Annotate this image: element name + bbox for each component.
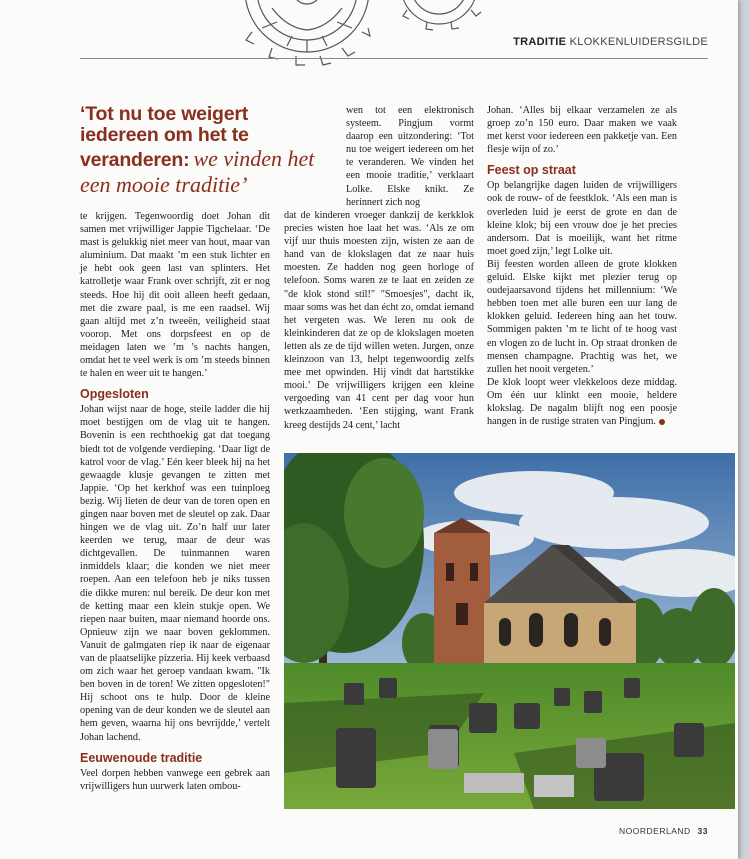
subheading-opgesloten: Opgesloten [80, 387, 149, 402]
paragraph-text: De klok loopt weer vlekkeloos deze middag. Om één uur klinkt een mooie, heldere klokslag. De nagalm blijft nog een poosje hangen in de rustige straten van Pingjum. [487, 376, 677, 428]
column-1 [80, 210, 270, 793]
header-divider [80, 58, 708, 59]
pull-quote-bold: ‘Tot nu toe weigert iedereen om het te veranderen: [80, 103, 249, 171]
pull-quote [80, 104, 325, 198]
paragraph: Johan. ‘Alles bij elkaar verzamelen ze als groep zo’n 150 euro. Daar maken we vaak met kerst voor iedereen een pakketje van. Een flesje wijn of zo.’ [487, 105, 677, 156]
column-2 [284, 209, 474, 432]
church-photo [284, 453, 735, 809]
paragraph: Op belangrijke dagen luiden de vrijwilligers ook de rouw- of de feestklok. ‘Als een man is overleden luid je eerst de grote en dan de kleine klok; bij een vrouw doe je het precies andersom. Dat is moeilijk, want het ritme moet goed zijn,’ legt Lolke uit. [487, 180, 677, 257]
paragraph: dat de kinderen vroeger dankzij de kerkklok precies wisten hoe laat het was. ‘Als ze om vijf uur thuis moesten zijn, wisten ze aan de hand van de klokslagen dat ze naar huis moesten. Ze hadden nog geen horloge of telefoon. Soms waren ze te laat en zeiden ze "de klok stond stil!" "Smoesjes", dacht ik, maar soms was het dan écht zo, omdat iemand het vergeten was. We leren nu ook de kleinkinderen dat ze op de klokslagen moeten letten als ze de tijd willen weten. Jurgen, onze kleinzoon van 13, helpt tegenwoordig zelfs mee met opwinden. Hij vindt dat hartstikke mooi.’ De vrijwilligers krijgen een kleine vergoeding van 41 cent per dag voor hun werkzaamheden. ‘Een stijging, want Frank kreeg destijds 24 cent,’ lacht [284, 210, 474, 431]
paragraph: Johan wijst naar de hoge, steile ladder die hij moet bestijgen om de vlag uit te hangen. Bovenin is een rechthoekig gat dat toegang biedt tot de volgende verdieping. ‘Daar ligt de katrol voor de vlag.’ Eén keer bleek hij na het gewaagde klusje gevangen te zitten met Jappie. ‘Op het kerkhof was een tuinploeg bezig. Wij lieten de deur van de toren open en gingen naar boven met de sleutel op zak. Daar hingen we de vlag uit. Zo’n half uur later keerden we terug, maar de deur was dichtgevallen. De tuinmannen waren inmiddels klaar; die konden we niet meer roepen. Aan een telefoon heb je niks tussen die dikke muren: nul bereik. De deur kon met de ketting maar een klein stukje open. We riepen naar buiten, maar niemand hoorde ons. Opnieuw zijn we naar boven geklommen. Vanuit de galmgaten riep ik naar de eigenaar van de plaatselijke pizzeria. Hij keek verbaasd om zich waar het geroep vandaan kwam. "Ik ben boven in de toren! We zitten opgesloten!" Hij schoot ons te hulp. Door de kleine opening van de deur konden we de sleutel aan hem geven, waarna hij ons bevrijdde,’ vertelt Johan lachend. [80, 404, 270, 743]
gear-illustration-left [232, 0, 382, 78]
paragraph: wen tot een elektronisch systeem. Pingjum vormt daarop een uitzondering: ‘Tot nu toe weigert iedereen om het te veranderen. We vinden het een mooie traditie,’ verklaart Lolke. Elske knikt. Ze herinnert zich nog [346, 105, 474, 208]
gear-illustration-right [392, 0, 487, 34]
end-mark-icon [659, 419, 665, 425]
church-illustration [284, 453, 735, 809]
paragraph: te krijgen. Tegenwoordig doet Johan dit samen met vrijwilliger Jappie Tigchelaar. ‘De mast is gelukkig niet meer van hout, maar van aluminium. Dat maakt ’m een stuk lichter en je hebt ook geen last van splinters. Het katrolletje waar Frank over schrijft, zit er nog steeds. Hoe hij dit ooit alleen heeft gedaan, met die zware paal, is me een raadsel. Wij gaan altijd met z’n tweeën, veiligheid staat voorop. Met ons dorpsfeest en op de meidagen laten we ’m ’s nachts hangen, omdat het te veel werk is om ’m steeds binnen te halen en weer uit te hangen.’ [80, 211, 270, 380]
section-keyword: TRADITIE [513, 36, 567, 48]
subheading-feest-op-straat: Feest op straat [487, 163, 576, 178]
pull-quote-italic: we vinden het een mooie traditie’ [80, 146, 315, 197]
column-2-top [346, 104, 474, 209]
page-footer [619, 826, 708, 836]
paragraph: Veel dorpen hebben vanwege een gebrek aan vrijwilligers hun uurwerk laten ombou- [80, 767, 270, 792]
column-3 [487, 104, 677, 428]
section-header [513, 36, 708, 48]
paragraph: Bij feesten worden alleen de grote klokken geluid. Elske kijkt met plezier terug op oudejaarsavond tijdens het millennium: ‘We hebben toen met alle buren een uur lang de klokken geluid. Iedereen hing aan het touw. Sommigen pakten ’m te licht of te hoog vast en vlogen zo de lucht in. Op straat dronken de mensen champagne. Prachtig was het, we zullen het nooit vergeten.’ [487, 258, 677, 375]
section-name: KLOKKENLUIDERSGILDE [569, 36, 708, 48]
page-number: 33 [697, 826, 708, 836]
subheading-eeuwenoude-traditie: Eeuwenoude traditie [80, 750, 203, 765]
paragraph [487, 376, 677, 428]
magazine-name: NOORDERLAND [619, 826, 691, 836]
